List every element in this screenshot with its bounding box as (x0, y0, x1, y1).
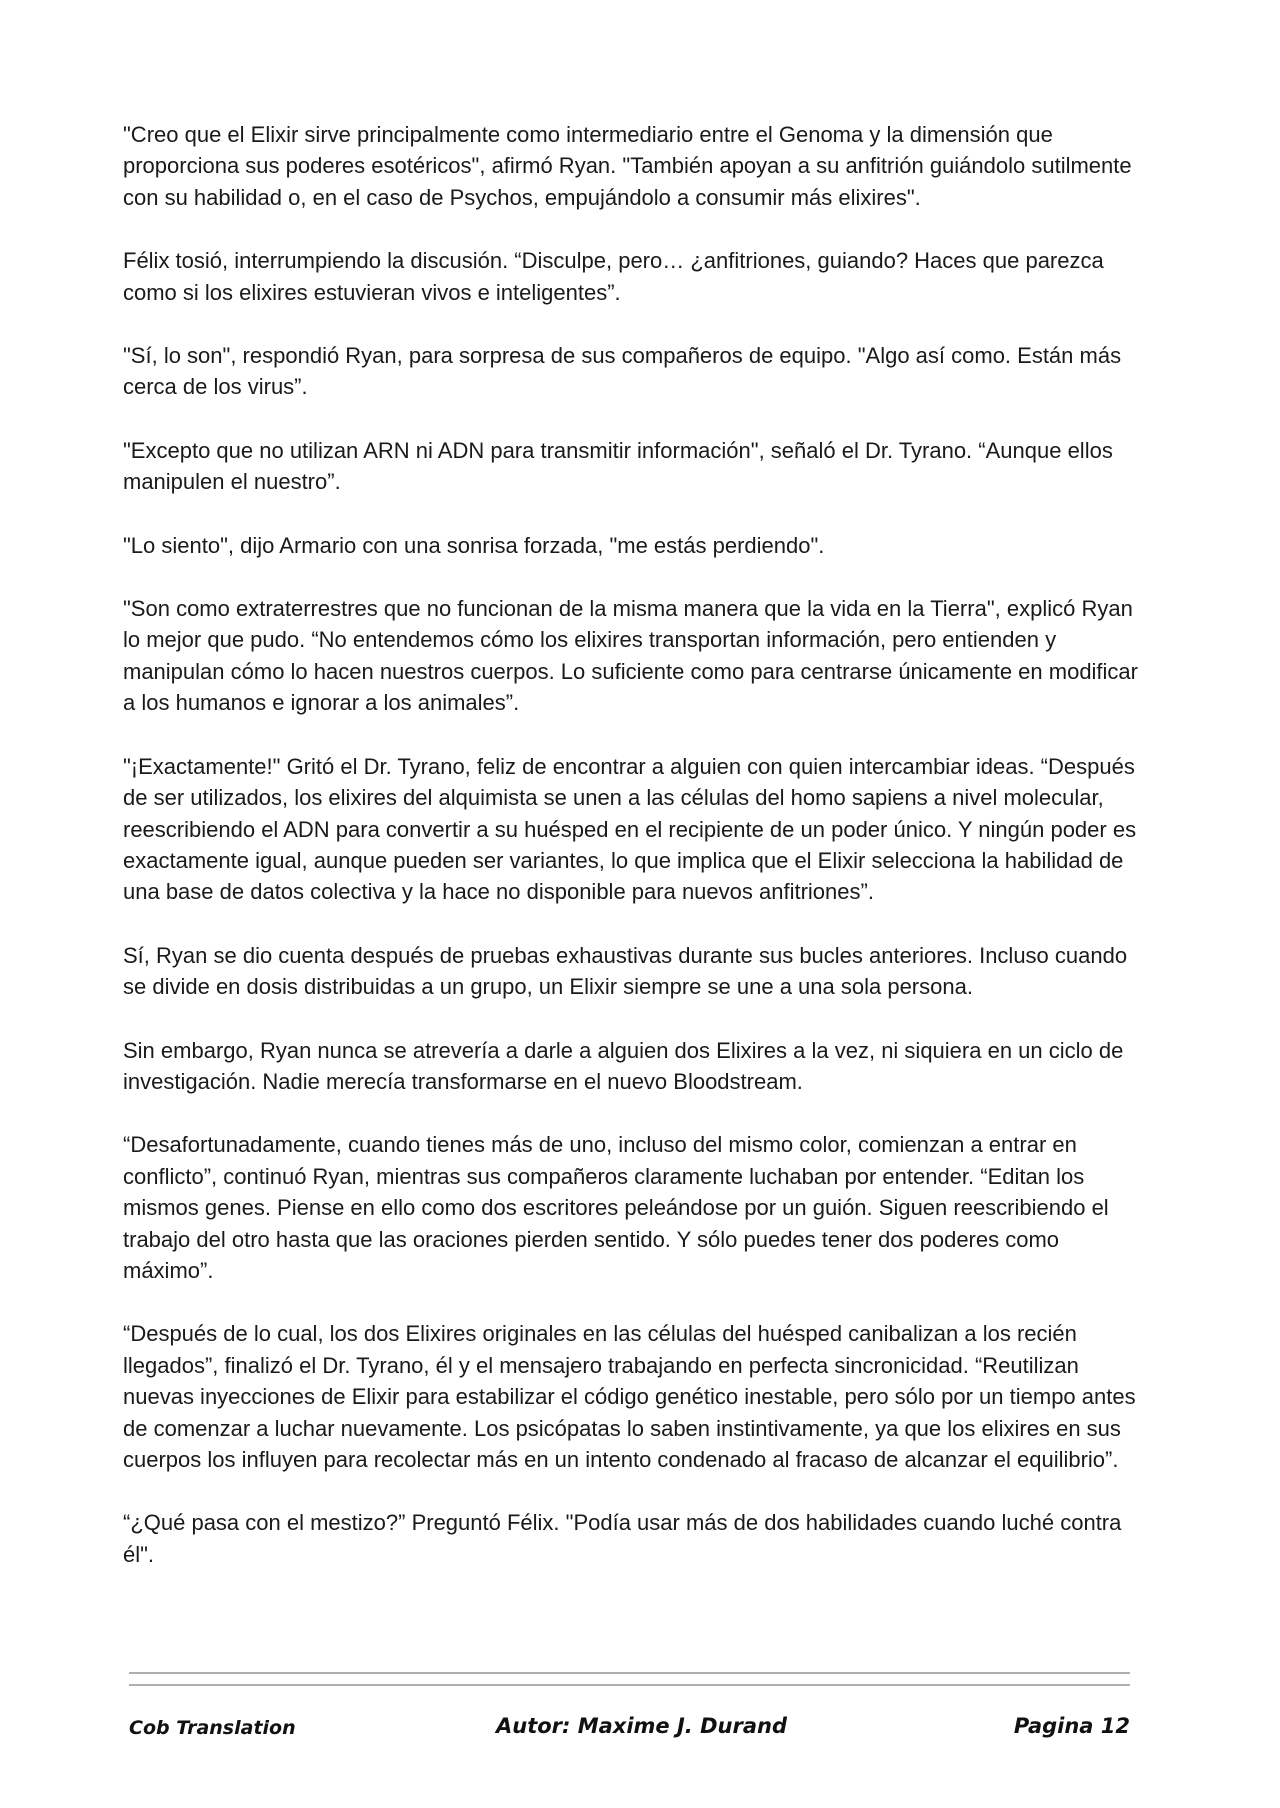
paragraph-8: Sí, Ryan se dio cuenta después de pruebas exhaustivas durante sus bucles anteriores. Incluso cuando se divide en dosis distribuidas a un grupo, un Elixir siempre se une a una sola persona. (123, 942, 1128, 1000)
paragraph-7: "¡Exactamente!" Gritó el Dr. Tyrano, feliz de encontrar a alguien con quien intercambiar ideas. “Después de ser utilizados, los elixires del alquimista se unen a las células del homo sapiens a nivel molecular, reescribiendo el ADN para convertir a su huésped en el recipiente de un poder único. Y ningún poder es exactamente igual, aunque pueden ser variantes, lo que implica que el Elixir selecciona la habilidad de una base de datos colectiva y la hace no disponible para nuevos anfitriones”. (123, 753, 1137, 905)
paragraph-6: "Son como extraterrestres que no funcionan de la misma manera que la vida en la Tierra", explicó Ryan lo mejor que pudo. “No entendemos cómo los elixires transportan información, pero entienden y manipulan cómo lo hacen nuestros cuerpos. Lo suficiente como para centrarse únicamente en modificar a los humanos e ignorar a los animales”. (123, 596, 1138, 716)
paragraph-3: "Sí, lo son", respondió Ryan, para sorpresa de sus compañeros de equipo. "Algo así como. Están más cerca de los virus”. (123, 343, 1122, 400)
document-body (123, 119, 1143, 1602)
paragraph-5: "Lo siento", dijo Armario con una sonrisa forzada, "me estás perdiendo". (123, 532, 825, 558)
paragraph-12: “¿Qué pasa con el mestizo?” Preguntó Félix. "Podía usar más de dos habilidades cuando luché contra él". (123, 1510, 1122, 1567)
paragraph-10: “Desafortunadamente, cuando tienes más de uno, incluso del mismo color, comienzan a entrar en conflicto”, continuó Ryan, mientras sus compañeros claramente luchaban por entender. “Editan los mismos genes. Piense en ello como dos escritores peleándose por un guión. Siguen reescribiendo el trabajo del otro hasta que las oraciones pierden sentido. Y sólo puedes tener dos poderes como máximo”. (123, 1132, 1109, 1283)
paragraph-1: "Creo que el Elixir sirve principalmente como intermediario entre el Genoma y la dimensión que proporciona sus poderes esotéricos", afirmó Ryan. "También apoyan a su anfitrión guiándolo sutilmente con su habilidad o, en el caso de Psychos, empujándolo a consumir más elixires". (123, 122, 1132, 210)
paragraph-11: “Después de lo cual, los dos Elixires originales en las células del huésped canibalizan a los recién llegados”, finalizó el Dr. Tyrano, él y el mensajero trabajando en perfecta sincronicidad. “Reutilizan nuevas inyecciones de Elixir para estabilizar el código genético inestable, pero sólo por un tiempo antes de comenzar a luchar nuevamente. Los psicópatas lo saben instintivamente, ya que los elixires en sus cuerpos los influyen para recolectar más en un intento condenado al fracaso de alcanzar el equilibrio”. (123, 1321, 1136, 1472)
paragraph-4: "Excepto que no utilizan ARN ni ADN para transmitir información", señaló el Dr. Tyrano. “Aunque ellos manipulen el nuestro”. (123, 437, 1113, 495)
footer-translator: Cob Translation (129, 1717, 296, 1739)
footer-page-number: Pagina 12 (1013, 1714, 1130, 1738)
paragraph-2: Félix tosió, interrumpiendo la discusión. “Disculpe, pero… ¿anfitriones, guiando? Haces que parezca como si los elixires estuvieran vivos e inteligentes”. (123, 248, 1104, 305)
page-footer (129, 1714, 1130, 1748)
paragraph-9: Sin embargo, Ryan nunca se atrevería a darle a alguien dos Elixires a la vez, ni siquiera en un ciclo de investigación. Nadie merecía transformarse en el nuevo Bloodstream. (123, 1037, 1124, 1094)
footer-author: Autor: Maxime J. Durand (496, 1714, 787, 1738)
footer-divider-bottom (129, 1684, 1130, 1686)
footer-divider-top (129, 1672, 1130, 1674)
